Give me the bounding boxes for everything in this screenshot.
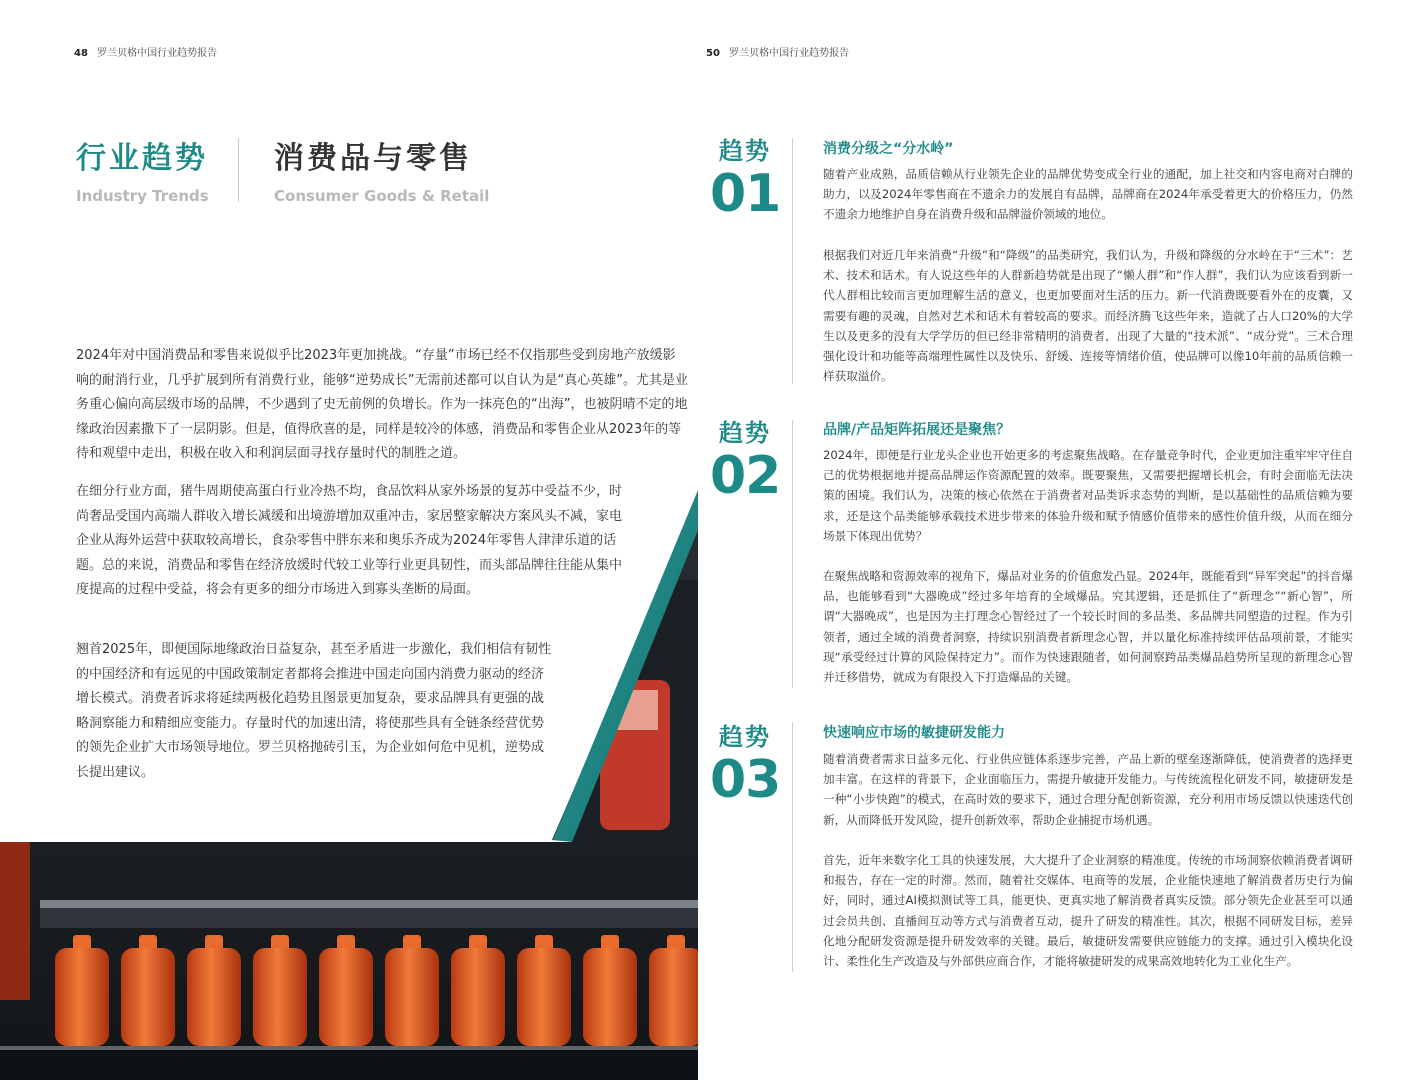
- trend-label-text: 趋势: [719, 723, 771, 751]
- trend-divider: [792, 138, 793, 384]
- trend-paragraph: 根据我们对近几年来消费“升级”和“降级”的品类研究，我们认为，升级和降级的分水岭在于“三术”：艺术、技术和话术。有人说这些年的人群新趋势就是出现了“懒人群”和“作人群”，我们认为应该看到新一代人群相比较而言更加理解生活的意义，也更加要面对生活的压力。新一代消费既要看外在的皮囊，又需要有趣的灵魂，自然对艺术和话术有着较高的要求。而经济腾飞这些年来，造就了占人口20%的大学生以及更多的没有大学学历的但已经非常精明的消费者，出现了大量的“技术派”、“成分党”。三术合理强化设计和功能等高端理性属性以及快乐、舒缓、连接等情绪价值，使品牌可以像10年前的品质信赖一样获取溢价。: [823, 248, 1353, 384]
- trend-paragraph: 随着消费者需求日益多元化、行业供应链体系逐步完善，产品上新的壁垒逐渐降低，使消费者的选择更加丰富。在这样的背景下，企业面临压力，需提升敏捷开发能力。与传统流程化研发不同，敏捷研发是一种“小步快跑”的模式，在高时效的要求下，通过合理分配创新资源，充分利用市场反馈以快速迭代创新，从而降低开发风险，提升创新效率，帮助企业捕捉市场机遇。: [823, 752, 1353, 827]
- trend-number: 02: [710, 446, 781, 506]
- title-divider: [238, 138, 239, 202]
- page-header-left: [74, 44, 217, 59]
- trend-heading: 快速响应市场的敏捷研发能力: [823, 725, 1005, 741]
- trend-heading: 消费分级之“分水岭”: [823, 141, 954, 157]
- trend-divider: [792, 722, 793, 972]
- trend-number: 01: [710, 164, 781, 224]
- trend-label-text: 趋势: [719, 419, 771, 447]
- section-title-cn: 行业趋势: [76, 141, 208, 176]
- bottle-shape: [385, 935, 439, 1046]
- trend-divider: [792, 420, 793, 688]
- page-number: 48: [74, 48, 88, 59]
- trend-paragraph: 在聚焦战略和资源效率的视角下，爆品对业务的价值愈发凸显。2024年，既能看到“异军突起”的抖音爆品，也能够看到“大器晚成”经过多年培育的全域爆品。究其逻辑，还是抓住了“新理念”“新心智”，所谓“大器晚成”，也是因为主打理念心智经过了一个较长时间的多品类、多品牌共同塑造的过程。作为引领者，通过全域的消费者洞察，持续识别消费者新理念心智，并以量化标准持续评估品项前景，才能实现“承受经过计算的风险保持定力”。而作为快速跟随者，如何洞察跨品类爆品趋势所呈现的新理念心智并迁移借势，就成为有限投入下打造爆品的关键。: [823, 569, 1353, 685]
- bottle-shape: [121, 935, 175, 1046]
- topic-title: [274, 133, 489, 205]
- section-title-en: Industry Trends: [76, 187, 209, 205]
- bottle-shape: [319, 935, 373, 1046]
- report-title: 罗兰贝格中国行业趋势报告: [729, 48, 850, 59]
- intro-paragraph: 翘首2025年，即便国际地缘政治日益复杂，甚至矛盾进一步激化，我们相信有韧性的中国经济和有远见的中国政策制定者都将会推进中国走向国内消费力驱动的经济增长模式。消费者诉求将延续两极化趋势且图景更加复杂，要求品牌具有更强的战略洞察能力和精细应变能力。存量时代的加速出清，将使那些具有全链条经营优势的领先企业扩大市场领导地位。罗兰贝格抛砖引玉，为企业如何危中见机，逆势成长提出建议。: [76, 642, 552, 780]
- trend-number: 03: [710, 750, 781, 810]
- intro-paragraph: 2024年对中国消费品和零售来说似乎比2023年更加挑战。“存量”市场已经不仅指那些受到房地产放缓影响的耐消行业，几乎扩展到所有消费行业，能够“逆势成长”无需前述都可以自认为是“真心英雄”。尤其是业务重心偏向高层级市场的品牌，不少遇到了史无前例的负增长。作为一抹亮色的“出海”，也被阴晴不定的地缘政治因素撒下了一层阴影。但是，值得欣喜的是，同样是较冷的体感，消费品和零售企业从2023年的等待和观望中走出，积极在收入和利润层面寻找存量时代的制胜之道。: [76, 348, 688, 461]
- page-number: 50: [706, 48, 720, 59]
- bottle-shape: [451, 935, 505, 1046]
- bottle-shape: [517, 935, 571, 1046]
- trend-label-03: [710, 722, 780, 808]
- trend-paragraph: 随着产业成熟，品质信赖从行业领先企业的品牌优势变成全行业的通配，加上社交和内容电商对白牌的助力，以及2024年零售商在不遗余力的发展自有品牌，品牌商在2024年承受着更大的价格压力，仍然不遗余力地维护自身在消费升级和品牌溢价领域的地位。: [823, 167, 1353, 222]
- topic-title-en: Consumer Goods & Retail: [274, 187, 490, 205]
- trend-label-text: 趋势: [719, 137, 771, 165]
- trend-label-01: [710, 136, 780, 222]
- trend-paragraph: 2024年，即便是行业龙头企业也开始更多的考虑聚焦战略。在存量竞争时代，企业更加注重牢牢守住自己的优势根据地并提高品牌运作资源配置的效率。既要聚焦，又需要把握增长机会，有时会面临无法决策的困境。我们认为，决策的核心依然在于消费者对品类诉求态势的判断，是以基础性的品质信赖为要求，还是这个品类能够承载技术进步带来的体验升级和赋予情感价值带来的感性价值升级，从而在细分场景下体现出优势？: [823, 448, 1353, 543]
- bottle-shape: [649, 935, 698, 1046]
- trend-label-02: [710, 418, 780, 504]
- bottle-shape: [583, 935, 637, 1046]
- topic-title-cn: 消费品与零售: [274, 141, 472, 176]
- bottle-shape: [187, 935, 241, 1046]
- intro-paragraph: 在细分行业方面，猪牛周期使高蛋白行业冷热不均，食品饮料从家外场景的复苏中受益不少，时尚奢品受国内高端人群收入增长减缓和出境游增加双重冲击，家居整家解决方案风头不减，家电企业从海外运营中获取较高增长，食杂零售中胖东来和奥乐齐成为2024年零售人津津乐道的话题。总的来说，消费品和零售在经济放缓时代较工业等行业更具韧性，而头部品牌往往能从集中度提高的过程中受益，将会有更多的细分市场进入到寡头垄断的局面。: [76, 484, 623, 597]
- report-title: 罗兰贝格中国行业趋势报告: [97, 48, 218, 59]
- bottle-shape: [55, 935, 109, 1046]
- trend-heading: 品牌/产品矩阵拓展还是聚焦？: [823, 422, 1011, 438]
- page-header-right: [706, 44, 849, 59]
- trend-paragraph: 首先，近年来数字化工具的快速发展，大大提升了企业洞察的精准度。传统的市场洞察依赖消费者调研和报告，存在一定的时滞。然而，随着社交媒体、电商等的发展，企业能快速地了解消费者历史行为偏好，同时，通过AI模拟测试等工具，能更快、更真实地了解消费者真实反馈。部分领先企业甚至可以通过会员共创、直播间互动等方式与消费者互动，提升了研发的精准性。其次，根据不同研发目标，差异化地分配研发资源是提升研发效率的关键。最后，敏捷研发需要供应链能力的支撑。通过引入模块化设计、柔性化生产改造及与外部供应商合作，才能将敏捷研发的成果高效地转化为工业化生产。: [823, 853, 1353, 969]
- bottle-shape: [253, 935, 307, 1046]
- section-title: [76, 133, 209, 205]
